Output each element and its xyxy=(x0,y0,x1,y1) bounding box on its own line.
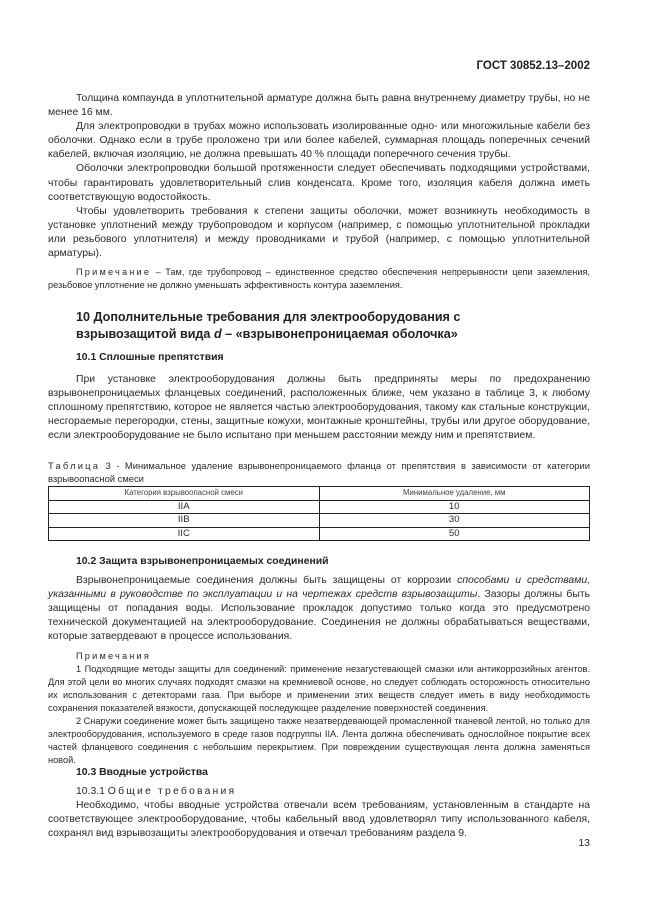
paragraph-text: Взрывонепроницаемые соединения должны быть защищены от коррозии xyxy=(76,575,458,586)
subsection-number: 10.3.1 xyxy=(76,786,108,797)
title-italic: d xyxy=(213,327,222,341)
document-header-id: ГОСТ 30852.13–2002 xyxy=(476,60,590,72)
paragraph: Оболочки электропроводки большой протяженности следует обеспечивать подходящими устройствами, чтобы гарантировать удовлетворительный слив конденсата. Кроме того, изоляция кабеля должна иметь соответствующую водостойкость. xyxy=(48,163,590,203)
table-header-row xyxy=(49,487,590,501)
table-header-cell: Категория взрывоопасной смеси xyxy=(49,487,320,501)
notes-label: Примечания xyxy=(76,651,152,662)
section-10-2 xyxy=(48,555,590,767)
section-10-1-title: 10.1 Сплошные препятствия xyxy=(76,352,224,363)
page-number: 13 xyxy=(578,837,590,849)
subsection-10-3-1-title xyxy=(48,785,590,799)
paragraph: При установке электрооборудования должны быть предприняты меры по предохранению взрывонепроницаемых фланцевых соединений, расположенных ближе, чем указано в таблице 3, к любому сплошному препятствию, которое не является частью электрооборудования, такому как стальные конструкции, несгораемые перегородки, стены, защитные кожухи, монтажные кронштейны, трубы или другое оборудование, если электрооборудование не было испытано при меньшем расстоянии между ним и препятствием. xyxy=(48,374,590,442)
paragraph xyxy=(48,574,590,644)
title-text: взрывозащитой вида xyxy=(76,327,214,341)
paragraph-italic: способами и средствами, указанными в руководстве по эксплуатации и на чертежах средств взрывозащиты xyxy=(48,575,590,601)
table-row xyxy=(49,514,590,528)
caption-label: Таблица xyxy=(48,460,101,471)
section-10-title-line1: 10 Дополнительные требования для электрооборудования с xyxy=(76,310,461,324)
paragraph: Необходимо, чтобы вводные устройства отвечали всем требованиям, установленным в стандарте на соответствующее электрооборудование, чтобы кабельный ввод удовлетворял типу использованного кабеля, сохранял вид взрывозащиты электрооборудования и отвечал требованиям раздела 9. xyxy=(48,800,590,840)
paragraph-text: . Зазоры должны быть защищены от попадания воды. Использование прокладок допустимо только когда это предусмотрено технической документацией на электрооборудование. Соединения не должны обрабатываться веществами, которые затвердевают в процессе использования. xyxy=(48,589,590,643)
table-cell: IIC xyxy=(49,527,320,541)
note-label: Примечание xyxy=(76,267,152,278)
table-cell: 30 xyxy=(319,514,590,528)
section-10-2-title: 10.2 Защита взрывонепроницаемых соединений xyxy=(76,556,329,567)
note-item: 1 Подходящие методы защиты для соединений: применение незагустевающей смазки или антикоррозийных агентов. Для этой цели во многих случаях подходят смазки на кремниевой основе, но следует соблюдать осторожность относительно их использования с детекторами газа. При выборе и применении этих веществ следует иметь в виду необходимость сохранения показателей вязкости, допускающей последующее разделение поверхностей соединения. xyxy=(48,664,590,714)
table-3 xyxy=(48,486,590,541)
paragraph: Чтобы удовлетворить требования к степени защиты оболочки, может возникнуть необходимость в установке уплотнений между трубопроводом и корпусом (например, с помощью уплотнительной прокладки или резьбового уплотнителя) и между проводниками и трубой (например, с помощью уплотнительной арматуры). xyxy=(48,205,590,260)
intro-block xyxy=(48,92,590,292)
table-cell: IIB xyxy=(49,514,320,528)
table-cell: IIA xyxy=(49,500,320,514)
table-3-block xyxy=(48,460,590,541)
section-10-3 xyxy=(48,766,590,841)
table-cell: 50 xyxy=(319,527,590,541)
section-10-1 xyxy=(48,351,590,443)
section-10-heading xyxy=(48,309,590,343)
subsection-title: Общие требования xyxy=(107,786,237,797)
title-text: – «взрывонепроницаемая оболочка» xyxy=(221,327,458,341)
paragraph: Толщина компаунда в уплотнительной арматуре должна быть равна внутреннему диаметру трубы, но не менее 16 мм. xyxy=(48,93,590,119)
table-row xyxy=(49,500,590,514)
table-cell: 10 xyxy=(319,500,590,514)
section-10-3-title: 10.3 Вводные устройства xyxy=(76,767,208,778)
note-text: – Там, где трубопровод – единственное средство обеспечения непрерывности цепи заземления, резьбовое уплотнение не должно уменьшать эффективность контура заземления. xyxy=(48,267,590,291)
table-row xyxy=(49,527,590,541)
table-header-cell: Минимальное удаление, мм xyxy=(319,487,590,501)
note-item: 2 Снаружи соединение может быть защищено также незатвердевающей промасленной тканевой лентой, но только для электрооборудования, используемого в среде газов подгруппы IIA. Лента должна обеспечивать однослойное покрытие всех частей фланцевого соединения с небольшим перекрытием. При повреждении существующая лента должна заменяться новой. xyxy=(48,716,590,766)
paragraph: Для электропроводки в трубах можно использовать изолированные одно- или многожильные кабели без оболочки. Однако если в трубе проложено три или более кабелей, суммарная площадь поперечных сечений кабелей, включая изоляцию, не должна превышать 40 % площади поперечного сечения трубы. xyxy=(48,121,590,161)
intro-note xyxy=(48,266,590,292)
section-10-title-line2 xyxy=(48,326,590,343)
table-caption xyxy=(48,460,590,485)
caption-text: 3 - Минимальное удаление взрывонепроницаемого фланца от препятствия в зависимости от категории взрывоопасной смеси xyxy=(48,460,590,484)
